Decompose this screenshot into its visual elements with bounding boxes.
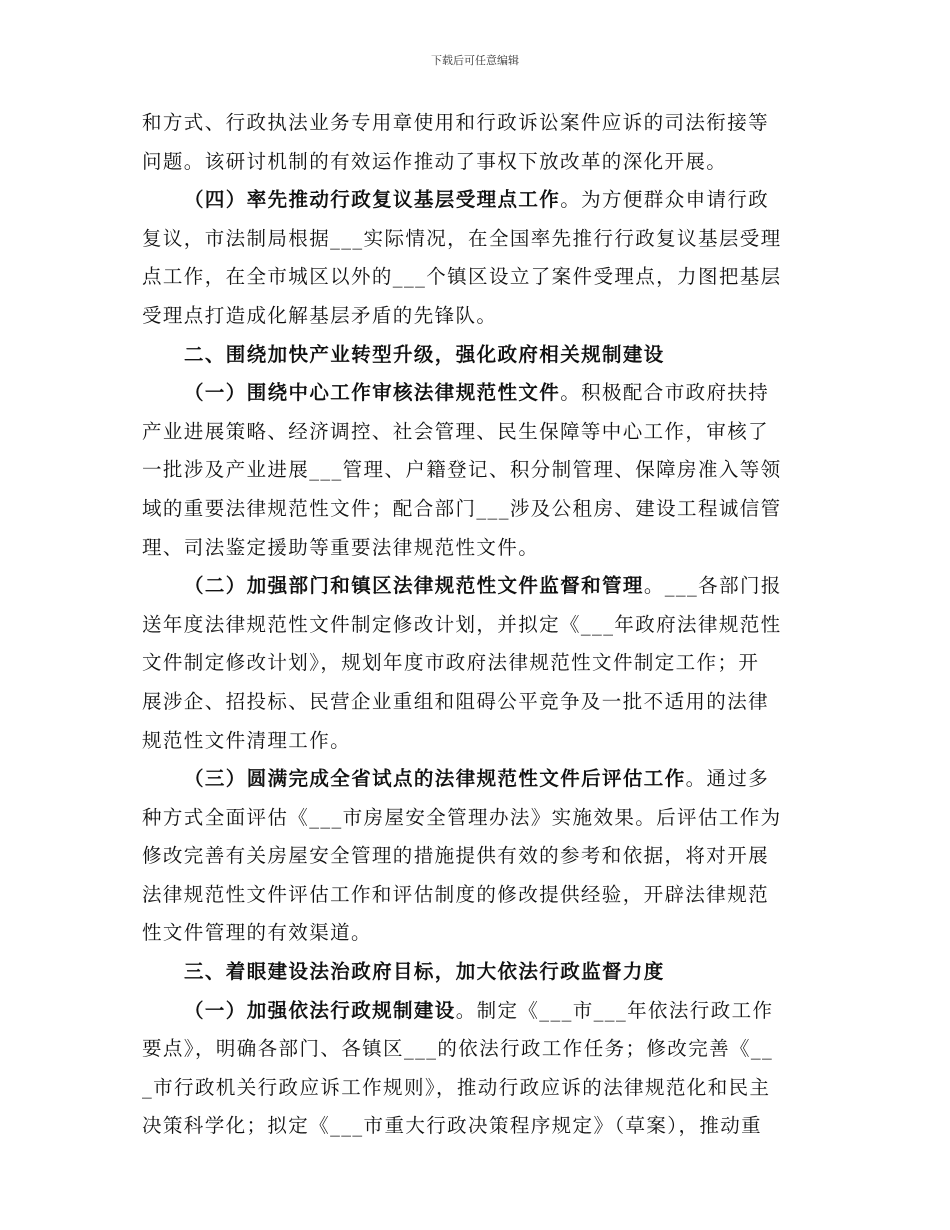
- paragraph-text: 受理点打造成化解基层矛盾的先锋队。: [142, 303, 498, 327]
- header-note: 下载后可任意编辑: [431, 54, 519, 67]
- paragraph-text: 规范性文件清理工作。: [142, 728, 352, 752]
- paragraph-first-line: [142, 992, 810, 1031]
- section-heading: [142, 953, 810, 992]
- paragraph-line: [142, 837, 810, 876]
- subsection-title: （二）加强部门和镇区法律规范性文件监督和管理: [184, 574, 644, 598]
- paragraph-text: 点工作，在全市城区以外的___个镇区设立了案件受理点，力图把基层: [142, 265, 782, 289]
- subsection-title: （一）围绕中心工作审核法律规范性文件: [184, 381, 561, 405]
- paragraph-text: 理、司法鉴定援助等重要法律规范性文件。: [142, 535, 540, 559]
- paragraph-line: [142, 644, 810, 683]
- paragraph-line: [142, 1107, 810, 1146]
- paragraph-line: [142, 258, 810, 297]
- paragraph-text: 法律规范性文件评估工作和评估制度的修改提供经验，开辟法律规范: [142, 882, 770, 906]
- paragraph-text: 。积极配合市政府扶持: [560, 381, 770, 405]
- paragraph-text: 复议，市法制局根据___实际情况，在全国率先推行行政复议基层受理: [142, 226, 782, 250]
- paragraph-line: [142, 799, 810, 838]
- paragraph-line: [142, 143, 810, 182]
- paragraph-line: [142, 104, 810, 143]
- paragraph-text: 问题。该研讨机制的有效运作推动了事权下放改革的深化开展。: [142, 149, 728, 173]
- paragraph-line: [142, 297, 810, 336]
- paragraph-first-line: [142, 181, 810, 220]
- paragraph-text: 。通过多: [685, 767, 770, 791]
- paragraph-line: [142, 220, 810, 259]
- paragraph-line: [142, 876, 810, 915]
- subsection-title: （三）圆满完成全省试点的法律规范性文件后评估工作: [184, 767, 686, 791]
- paragraph-line: [142, 606, 810, 645]
- paragraph-text: 域的重要法律规范性文件；配合部门___涉及公租房、建设工程诚信管: [142, 496, 782, 520]
- paragraph-text: 文件制定修改计划》，规划年度市政府法律规范性文件制定工作；开: [142, 651, 760, 675]
- paragraph-first-line: [142, 567, 810, 606]
- paragraph-line: [142, 490, 810, 529]
- paragraph-text: 修改完善有关房屋安全管理的措施提供有效的参考和依据，将对开展: [142, 844, 770, 868]
- subsection-title: （一）加强依法行政规制建设: [184, 998, 456, 1022]
- paragraph-text: 和方式、行政执法业务专用章使用和行政诉讼案件应诉的司法衔接等: [142, 111, 770, 134]
- paragraph-line: [142, 683, 810, 722]
- paragraph-line: [142, 1069, 810, 1108]
- paragraph-text: 。___各部门报: [643, 574, 782, 598]
- paragraph-text: 性文件管理的有效渠道。: [142, 921, 372, 945]
- subsection-title: （四）率先推动行政复议基层受理点工作: [184, 188, 561, 212]
- section-heading-text: 二、围绕加快产业转型升级，强化政府相关规制建设: [184, 342, 665, 366]
- paragraph-text: _市行政机关行政应诉工作规则》，推动行政应诉的法律规范化和民主: [142, 1075, 771, 1099]
- section-heading-text: 三、着眼建设法治政府目标，加大依法行政监督力度: [184, 960, 665, 984]
- paragraph-text: 种方式全面评估《___市房屋安全管理办法》实施效果。后评估工作为: [142, 805, 782, 829]
- paragraph-first-line: [142, 760, 810, 799]
- paragraph-line: [142, 451, 810, 490]
- paragraph-text: 产业进展策略、经济调控、社会管理、民生保障等中心工作，审核了: [142, 419, 770, 443]
- paragraph-line: [142, 413, 810, 452]
- document-body: [142, 104, 810, 1146]
- paragraph-text: 。制定《___市___年依法行政工作: [455, 998, 774, 1022]
- paragraph-text: 送年度法律规范性文件制定修改计划，并拟定《___年政府法律规范性: [142, 612, 782, 636]
- section-heading: [142, 336, 810, 375]
- paragraph-text: 展涉企、招投标、民营企业重组和阻碍公平竞争及一批不适用的法律: [142, 689, 770, 713]
- paragraph-line: [142, 722, 810, 761]
- paragraph-text: 决策科学化；拟定《___市重大行政决策程序规定》（草案），推动重: [142, 1114, 763, 1138]
- paragraph-text: 。为方便群众申请行政: [560, 188, 770, 212]
- paragraph-text: 要点》，明确各部门、各镇区___的依法行政工作任务；修改完善《__: [142, 1037, 774, 1061]
- paragraph-text: 一批涉及产业进展___管理、户籍登记、积分制管理、保障房准入等领: [142, 458, 782, 482]
- paragraph-line: [142, 1030, 810, 1069]
- paragraph-line: [142, 529, 810, 568]
- paragraph-first-line: [142, 374, 810, 413]
- paragraph-line: [142, 914, 810, 953]
